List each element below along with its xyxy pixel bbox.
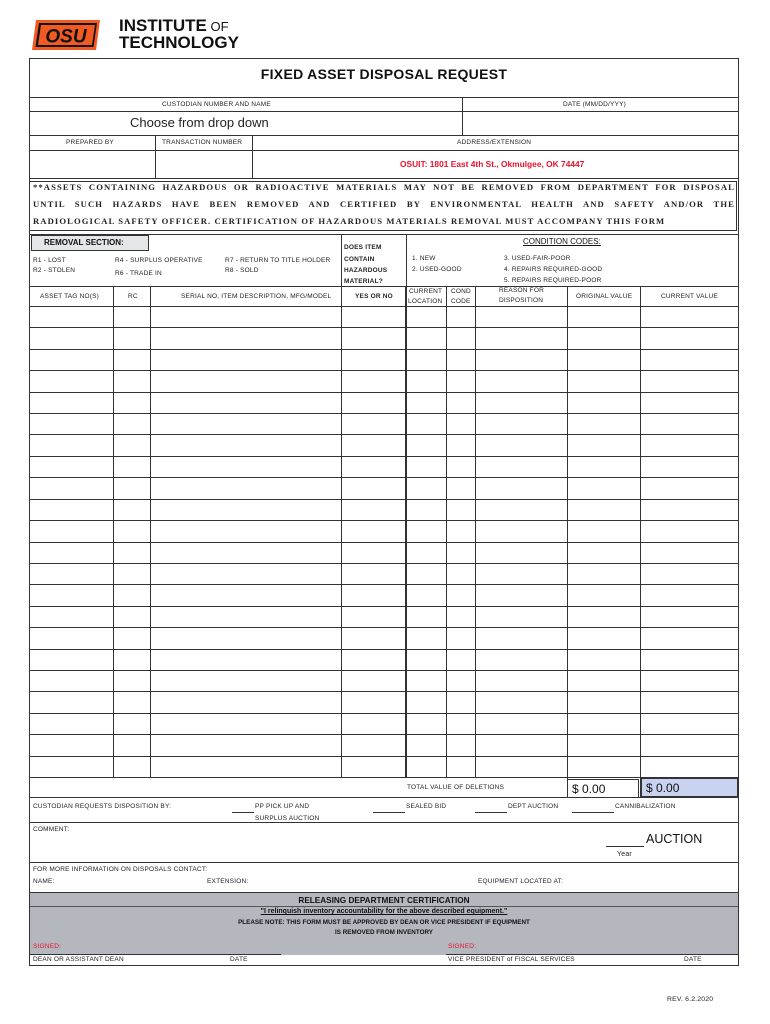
certification-statement: "I relinquish inventory accountability for the above described equipment.": [260, 908, 508, 915]
vp-signature-field[interactable]: [476, 939, 696, 953]
dean-signature-field[interactable]: [60, 939, 280, 953]
address-value: OSUIT: 1801 East 4th St., Okmulgee, OK 74447: [400, 159, 585, 169]
table-row[interactable]: [30, 735, 738, 755]
certification-note-2: IS REMOVED FROM INVENTORY: [335, 929, 433, 936]
logo-wordmark: [119, 18, 239, 51]
contact-name-label: NAME:: [33, 878, 55, 885]
col-cond-code-2: CODE: [451, 298, 471, 305]
comment-field[interactable]: [80, 824, 600, 860]
removal-code-r2: R2 - STOLEN: [33, 267, 76, 274]
hazard-question-1: DOES ITEM: [344, 244, 382, 251]
auction-year-label: AUCTION: [646, 832, 703, 846]
hazard-question-2: CONTAIN: [344, 256, 375, 263]
table-row[interactable]: [30, 628, 738, 648]
certification-note-1: PLEASE NOTE: THIS FORM MUST BE APPROVED BY DEAN OR VICE PRESIDENT IF EQUIPMENT: [238, 919, 530, 926]
address-label: ADDRESS/EXTENSION: [457, 139, 532, 146]
vp-label: VICE PRESIDENT of FISCAL SERVICES: [448, 956, 575, 963]
table-row[interactable]: [30, 692, 738, 712]
col-cond-code-1: COND: [451, 288, 471, 295]
col-original-value: ORIGINAL VALUE: [576, 293, 633, 300]
logo-line2: TECHNOLOGY: [119, 33, 239, 52]
signed-left-label: SIGNED:: [33, 943, 62, 950]
date-left-label: DATE: [230, 956, 248, 963]
condition-code-2: 2. USED-GOOD: [412, 266, 462, 273]
table-row[interactable]: [30, 328, 738, 348]
col-rc: RC: [128, 293, 138, 300]
disposition-pp-pickup[interactable]: PP PICK UP AND: [255, 803, 310, 810]
contact-info-label: FOR MORE INFORMATION ON DISPOSALS CONTACT:: [33, 866, 208, 873]
removal-section-title: REMOVAL SECTION:: [44, 238, 124, 247]
col-current-value: CURRENT VALUE: [661, 293, 718, 300]
date-label: DATE (MM/DD/YYY): [563, 101, 627, 108]
transaction-field[interactable]: [156, 151, 251, 177]
col-asset-tag: ASSET TAG NO(S): [40, 293, 99, 300]
table-row[interactable]: [30, 757, 738, 777]
year-label: Year: [617, 851, 632, 858]
comment-label: COMMENT:: [33, 826, 70, 833]
disposition-dept-auction[interactable]: DEPT AUCTION: [508, 803, 559, 810]
col-reason-2: DISPOSITION: [499, 297, 544, 304]
dean-label: DEAN OR ASSISTANT DEAN: [33, 956, 124, 963]
removal-code-r8: R8 - SOLD: [225, 267, 259, 274]
col-yes-no: YES OR NO: [355, 293, 393, 300]
disposition-surplus-auction: SURPLUS AUCTION: [255, 815, 320, 822]
condition-code-5: 5. REPAIRS REQUIRED-POOR: [504, 277, 602, 284]
table-row[interactable]: [30, 500, 738, 520]
logo-brand-text: OSU: [45, 26, 87, 48]
warning-line-3: RADIOLOGICAL SAFETY OFFICER. CERTIFICATION OF HAZARDOUS MATERIALS REMOVAL MUST ACCOMPANY THIS FORM: [33, 216, 666, 226]
custodian-dropdown[interactable]: Choose from drop down: [130, 115, 269, 130]
col-current-location-1: CURRENT: [409, 288, 443, 295]
logo-line1: INSTITUTE: [119, 16, 207, 35]
col-reason-1: REASON FOR: [499, 287, 544, 294]
table-row[interactable]: [30, 521, 738, 541]
table-row[interactable]: [30, 543, 738, 563]
removal-code-r6: R6 - TRADE IN: [115, 270, 162, 277]
warning-line-2: UNTIL SUCH HAZARDS HAVE BEEN REMOVED AND CERTIFIED BY ENVIRONMENTAL HEALTH AND SAFETY AND/OR THE: [33, 199, 735, 209]
logo-line1-of: OF: [210, 19, 229, 34]
total-current-value: $ 0.00: [641, 778, 738, 797]
hazard-question-4: MATERIAL?: [344, 278, 383, 285]
table-row[interactable]: [30, 585, 738, 605]
table-row[interactable]: [30, 671, 738, 691]
col-current-location-2: LOCATION: [408, 298, 443, 305]
contact-extension-label: EXTENSION:: [207, 878, 249, 885]
table-row[interactable]: [30, 435, 738, 455]
warning-line-1: **ASSETS CONTAINING HAZARDOUS OR RADIOACTIVE MATERIALS MAY NOT BE REMOVED FROM DEPARTMENT FOR DISPOSAL: [33, 182, 735, 192]
table-row[interactable]: [30, 393, 738, 413]
table-row[interactable]: [30, 714, 738, 734]
removal-code-r1: R1 - LOST: [33, 257, 66, 264]
prepared-by-label: PREPARED BY: [66, 139, 114, 146]
table-row[interactable]: [30, 371, 738, 391]
date-field[interactable]: [463, 112, 738, 134]
condition-code-4: 4. REPAIRS REQUIRED-GOOD: [504, 266, 603, 273]
custodian-label: CUSTODIAN NUMBER AND NAME: [162, 101, 271, 108]
condition-codes-title: CONDITION CODES:: [523, 237, 601, 246]
table-row[interactable]: [30, 414, 738, 434]
col-serial: SERIAL NO, ITEM DESCRIPTION, MFG/MODEL: [181, 293, 332, 300]
hazard-warning-text: [33, 179, 735, 230]
table-row[interactable]: [30, 457, 738, 477]
revision-label: REV. 6.2.2020: [667, 996, 714, 1003]
total-label: TOTAL VALUE OF DELETIONS: [407, 784, 505, 791]
transaction-label: TRANSACTION NUMBER: [162, 139, 243, 146]
disposition-cannibalization[interactable]: CANNIBALIZATION: [615, 803, 676, 810]
table-row[interactable]: [30, 607, 738, 627]
condition-code-3: 3. USED-FAIR-POOR: [504, 255, 571, 262]
removal-code-r4: R4 - SURPLUS OPERATIVE: [115, 257, 203, 264]
prepared-by-field[interactable]: [30, 151, 154, 177]
form-title: FIXED ASSET DISPOSAL REQUEST: [260, 66, 508, 82]
hazard-question-3: HAZARDOUS: [344, 267, 388, 274]
table-row[interactable]: [30, 650, 738, 670]
certification-title: RELEASING DEPARTMENT CERTIFICATION: [298, 896, 470, 905]
osu-logo: [30, 18, 102, 52]
table-row[interactable]: [30, 307, 738, 327]
table-row[interactable]: [30, 478, 738, 498]
table-row[interactable]: [30, 564, 738, 584]
condition-code-1: 1. NEW: [412, 255, 436, 262]
signed-right-label: SIGNED:: [448, 943, 477, 950]
removal-code-r7: R7 - RETURN TO TITLE HOLDER: [225, 257, 331, 264]
equipment-located-label: EQUIPMENT LOCATED AT:: [478, 878, 564, 885]
disposition-label: CUSTODIAN REQUESTS DISPOSITION BY:: [33, 803, 172, 810]
date-right-label: DATE: [684, 956, 702, 963]
osu-brand-mark-icon: [30, 18, 102, 52]
table-row[interactable]: [30, 350, 738, 370]
total-original-value: $ 0.00: [567, 779, 639, 798]
disposition-sealed-bid[interactable]: SEALED BID: [406, 803, 447, 810]
